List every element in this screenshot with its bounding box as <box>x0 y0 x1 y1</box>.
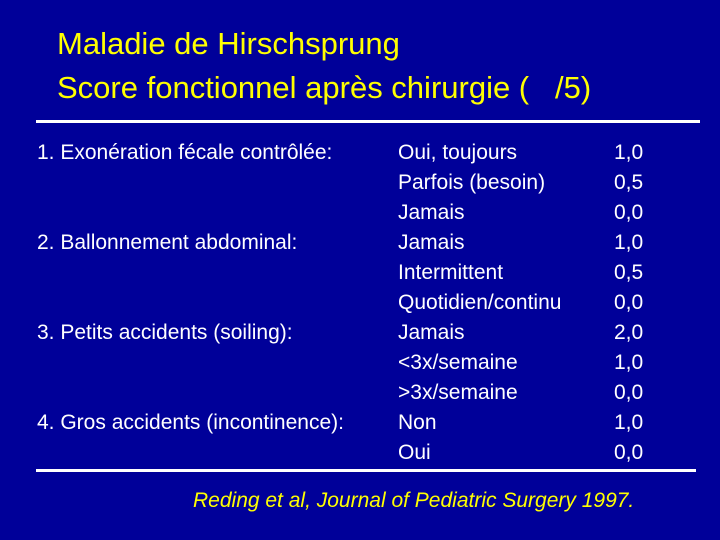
option-label: Oui, toujours <box>398 141 518 164</box>
table-row <box>0 438 720 468</box>
score-value: 2,0 <box>614 321 644 344</box>
score-value: 1,0 <box>614 231 644 254</box>
criterion-label: 4. Gros accidents (incontinence): <box>37 411 344 434</box>
criterion-label: 1. Exonération fécale contrôlée: <box>37 141 333 164</box>
score-value: 0,0 <box>614 201 644 224</box>
table-row <box>0 348 720 378</box>
table-row <box>0 228 720 258</box>
criterion-label: 2. Ballonnement abdominal: <box>37 231 298 254</box>
score-value: 0,0 <box>614 441 644 464</box>
option-label: Jamais <box>398 201 465 224</box>
table-row <box>0 378 720 408</box>
score-value: 0,5 <box>614 261 644 284</box>
score-value: 0,0 <box>614 381 644 404</box>
criterion-label: 3. Petits accidents (soiling): <box>37 321 293 344</box>
score-value: 0,5 <box>614 171 644 194</box>
option-label: Jamais <box>398 231 465 254</box>
score-value: 1,0 <box>614 351 644 374</box>
option-label: Quotidien/continu <box>398 291 562 314</box>
table-row <box>0 318 720 348</box>
table-row <box>0 408 720 438</box>
title-line-2: Score fonctionnel après chirurgie ( /5) <box>57 70 592 105</box>
title-line-1: Maladie de Hirschsprung <box>57 26 400 61</box>
option-label: Non <box>398 411 437 434</box>
citation: Reding et al, Journal of Pediatric Surgery 1997. <box>193 489 635 512</box>
option-label: <3x/semaine <box>398 351 518 374</box>
table-row <box>0 198 720 228</box>
option-label: Oui <box>398 441 431 464</box>
option-label: Parfois (besoin) <box>398 171 546 194</box>
score-value: 1,0 <box>614 141 644 164</box>
bottom-divider <box>36 469 696 472</box>
slide-title <box>57 22 591 110</box>
table-row <box>0 138 720 168</box>
score-value: 0,0 <box>614 291 644 314</box>
option-label: Intermittent <box>398 261 504 284</box>
top-divider <box>36 120 700 123</box>
option-label: Jamais <box>398 321 465 344</box>
table-row <box>0 168 720 198</box>
score-table <box>0 138 720 468</box>
score-value: 1,0 <box>614 411 644 434</box>
option-label: >3x/semaine <box>398 381 518 404</box>
table-row <box>0 288 720 318</box>
table-row <box>0 258 720 288</box>
